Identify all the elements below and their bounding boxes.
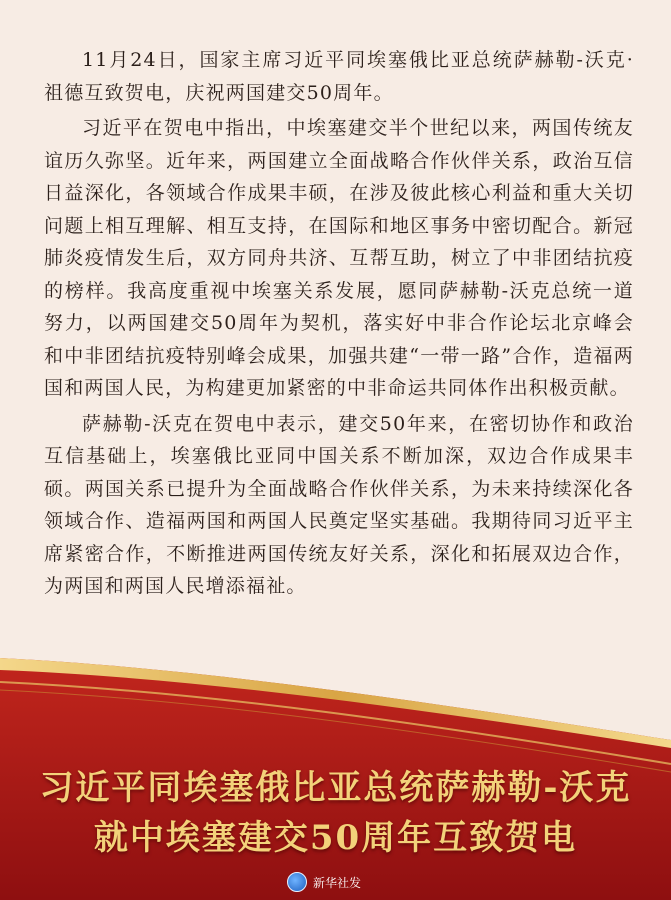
article-body	[44, 44, 634, 606]
xinhua-logo-icon	[287, 872, 307, 892]
banner-title-line-1: 习近平同埃塞俄比亚总统萨赫勒-沃克	[39, 768, 632, 808]
paragraph-3: 萨赫勒-沃克在贺电中表示，建交50年来，在密切协作和政治互信基础上，埃塞俄比亚同中国关系不断加深，双边合作成果丰硕。两国关系已提升为全面战略合作伙伴关系，为未来持续深化各领域合作、造福两国和两国人民奠定坚实基础。我期待同习近平主席紧密合作，不断推进两国传统友好关系，深化和拓展双边合作，为两国和两国人民增添福祉。	[44, 412, 634, 597]
paragraph-1: 11月24日，国家主席习近平同埃塞俄比亚总统萨赫勒-沃克·祖德互致贺电，庆祝两国建交50周年。	[44, 49, 634, 104]
agency-label: 新华社发	[313, 875, 362, 890]
agency-logo	[287, 872, 361, 892]
banner-title-line-2: 就中埃塞建交50周年互致贺电	[93, 818, 578, 858]
paragraph-2: 习近平在贺电中指出，中埃塞建交半个世纪以来，两国传统友谊历久弥坚。近年来，两国建立全面战略合作伙伴关系，政治互信日益深化，各领域合作成果丰硕，在涉及彼此核心利益和重大关切问题上相互理解、相互支持，在国际和地区事务中密切配合。新冠肺炎疫情发生后，双方同舟共济、互帮互助，树立了中非团结抗疫的榜样。我高度重视中埃塞关系发展，愿同萨赫勒-沃克总统一道努力，以两国建交50周年为契机，落实好中非合作论坛北京峰会和中非团结抗疫特别峰会成果，加强共建“一带一路”合作，造福两国和两国人民，为构建更加紧密的中非命运共同体作出积极贡献。	[44, 117, 634, 399]
